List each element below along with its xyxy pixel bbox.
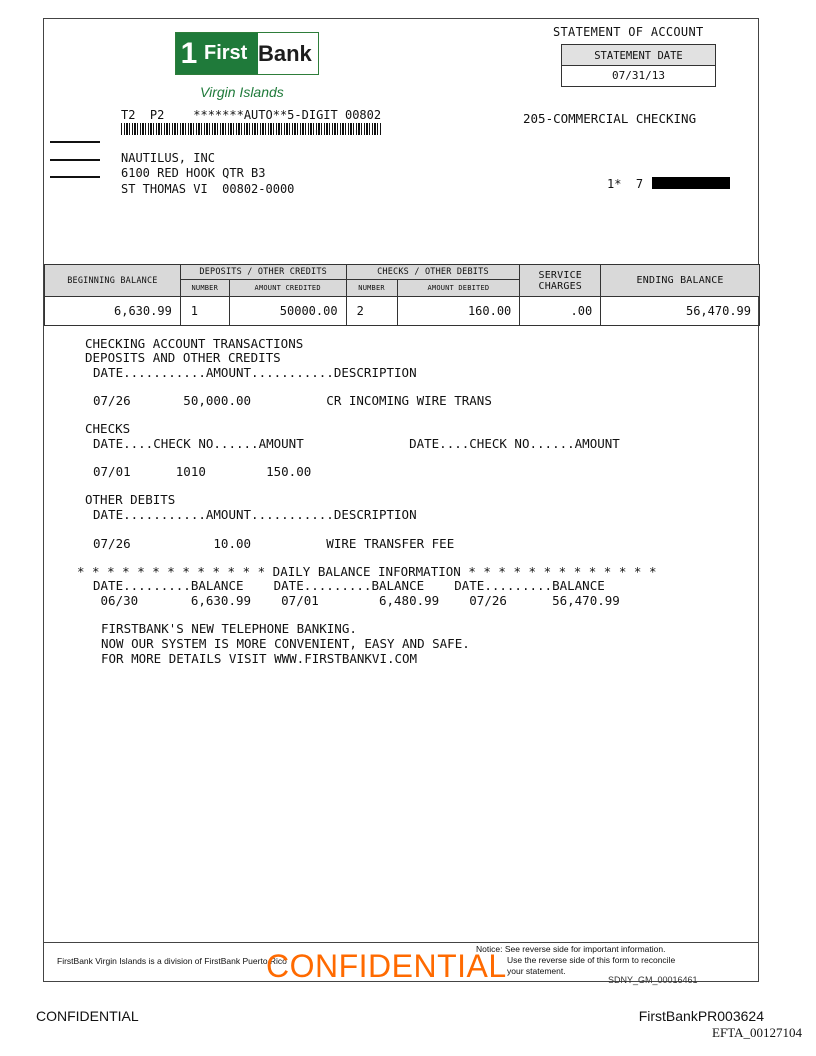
- header-amount-credited: AMOUNT CREDITED: [229, 280, 346, 297]
- daily-balance-title: * * * * * * * * * * * * * DAILY BALANCE INFORMATION * * * * * * * * * * * * *: [77, 564, 657, 579]
- header-deposits: DEPOSITS / OTHER CREDITS: [180, 265, 346, 280]
- beginning-balance: 6,630.99: [45, 297, 181, 326]
- deposits-header: DATE...........AMOUNT...........DESCRIPTION: [93, 365, 417, 380]
- statement-date-value: 07/31/13: [561, 65, 716, 87]
- balance-summary-table: [44, 264, 760, 326]
- daily-balance-row: 06/30 6,630.99 07/01 6,480.99 07/26 56,470.99: [93, 593, 620, 608]
- account-number: 1* 7: [607, 177, 644, 191]
- header-deposit-number: NUMBER: [180, 280, 229, 297]
- ending-balance: 56,470.99: [601, 297, 760, 326]
- header-amount-debited: AMOUNT DEBITED: [397, 280, 520, 297]
- checks-title: CHECKS: [85, 421, 131, 436]
- deposit-amount: 50000.00: [229, 297, 346, 326]
- address-line-3: ST THOMAS VI 00802-0000: [121, 182, 295, 196]
- reverse-notice-1: Notice: See reverse side for important information.: [476, 944, 666, 954]
- header-ending-balance: ENDING BALANCE: [601, 265, 760, 297]
- daily-balance-header: DATE.........BALANCE DATE.........BALANCE DATE.........BALANCE: [93, 578, 605, 593]
- logo-bank: Bank: [258, 41, 312, 66]
- notice-line-2: NOW OUR SYSTEM IS MORE CONVENIENT, EASY AND SAFE.: [101, 636, 470, 651]
- address-line-2: 6100 RED HOOK QTR B3: [121, 166, 266, 180]
- statement-date-label: STATEMENT DATE: [561, 44, 716, 66]
- statement-title: STATEMENT OF ACCOUNT: [553, 25, 704, 39]
- header-checks: CHECKS / OTHER DEBITS: [346, 265, 520, 280]
- confidential-stamp: CONFIDENTIAL: [266, 948, 507, 984]
- reverse-notice-2: Use the reverse side of this form to reconcile: [507, 955, 676, 965]
- debit-count: 2: [346, 297, 397, 326]
- postal-barcode: [121, 123, 381, 135]
- redaction-bar: [652, 177, 730, 189]
- deposit-row: 07/26 50,000.00 CR INCOMING WIRE TRANS: [93, 393, 492, 408]
- other-debits-title: OTHER DEBITS: [85, 492, 176, 507]
- header-debit-number: NUMBER: [346, 280, 397, 297]
- header-beginning-balance: BEGINNING BALANCE: [45, 265, 181, 297]
- reverse-notice-3: your statement.: [507, 966, 566, 976]
- address-mark: [50, 176, 100, 178]
- debit-amount: 160.00: [397, 297, 520, 326]
- logo-region: Virgin Islands: [200, 84, 284, 100]
- firstbank-logo: [175, 32, 319, 75]
- mail-routing: T2 P2 *******AUTO**5-DIGIT 00802: [121, 108, 382, 122]
- notice-line-3: FOR MORE DETAILS VISIT WWW.FIRSTBANKVI.COM: [101, 651, 418, 666]
- division-note: FirstBank Virgin Islands is a division of FirstBank Puerto Rico: [57, 956, 287, 966]
- efta-number: EFTA_00127104: [712, 1025, 802, 1040]
- other-debits-header: DATE...........AMOUNT...........DESCRIPTION: [93, 507, 417, 522]
- account-type: 205-COMMERCIAL CHECKING: [523, 111, 697, 126]
- notice-line-1: FIRSTBANK'S NEW TELEPHONE BANKING.: [101, 621, 357, 636]
- address-mark: [50, 141, 100, 143]
- other-debit-row: 07/26 10.00 WIRE TRANSFER FEE: [93, 536, 455, 551]
- service-charges: .00: [520, 297, 601, 326]
- deposits-title: DEPOSITS AND OTHER CREDITS: [85, 350, 281, 365]
- header-service-charges: SERVICE CHARGES: [520, 265, 601, 297]
- confidential-label: CONFIDENTIAL: [36, 1008, 139, 1024]
- footer-rule: [43, 942, 759, 943]
- address-mark: [50, 159, 100, 161]
- transactions-title: CHECKING ACCOUNT TRANSACTIONS: [85, 336, 304, 351]
- address-line-1: NAUTILUS, INC: [121, 151, 215, 165]
- logo-first: First: [202, 33, 258, 74]
- bates-number: FirstBankPR003624: [638, 1008, 764, 1024]
- deposit-count: 1: [180, 297, 229, 326]
- checks-header: DATE....CHECK NO......AMOUNT DATE....CHECK NO......AMOUNT: [93, 436, 620, 451]
- check-row: 07/01 1010 150.00: [93, 464, 312, 479]
- logo-one: 1: [176, 33, 202, 74]
- bates-inner: SDNY_GM_00016461: [608, 975, 698, 985]
